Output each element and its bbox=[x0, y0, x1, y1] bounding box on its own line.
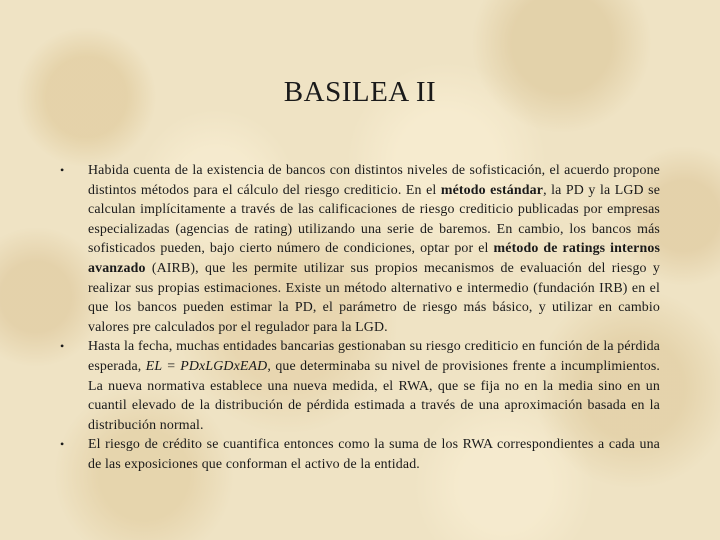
bullet-text: El riesgo de crédito se cuantifica entonces como la suma de los RWA correspondientes a cada una de las exposiciones que conforman el activo de la entidad. bbox=[88, 437, 660, 472]
bullet-text: Hasta la fecha, muchas entidades bancarias gestionaban su riesgo crediticio en función de la pérdida esperada, bbox=[88, 339, 660, 374]
bullet-list bbox=[60, 161, 660, 475]
bullet-item-credit-risk bbox=[60, 435, 660, 474]
bullet-item-methods bbox=[60, 161, 660, 337]
bullet-text: , que determinaba su nivel de provisiones frente a incumplimientos. La nueva normativa establece una nueva medida, el RWA, que se fija no en la media sino en un cuantil elevado de la distribución de pérdida estimada a través de una aproximación basada en la distribución normal. bbox=[88, 358, 660, 433]
bullet-text: Habida cuenta de la existencia de bancos con distintos niveles de sofisticación, el acuerdo propone distintos métodos para el cálculo del riesgo crediticio. En el bbox=[88, 163, 660, 198]
bold-term-airb: método de ratings internos avanzado bbox=[88, 241, 660, 276]
bullet-item-expected-loss bbox=[60, 337, 660, 435]
formula-expected-loss: EL = PDxLGDxEAD bbox=[145, 358, 268, 374]
slide-title: BASILEA II bbox=[283, 76, 437, 108]
bullet-text: , la PD y la LGD se calculan implícitamente a través de las calificaciones de riesgo crediticio publicadas por empresas especializadas (agencias de rating) utilizando una serie de baremos. En cambio, los bancos más sofisticados pueden, bajo cierto número de condiciones, optar por el bbox=[88, 182, 661, 257]
bullet-text: (AIRB), que les permite utilizar sus propios mecanismos de evaluación del riesgo y realizar sus propias estimaciones. Existe un método alternativo e intermedio (fundación IRB) en el que los bancos pueden estimar la PD, el parámetro de riesgo más básico, y utilizar en cambio valores pre calculados por el regulador para la LGD. bbox=[88, 260, 660, 335]
bold-term-standard-method: método estándar bbox=[440, 182, 544, 198]
